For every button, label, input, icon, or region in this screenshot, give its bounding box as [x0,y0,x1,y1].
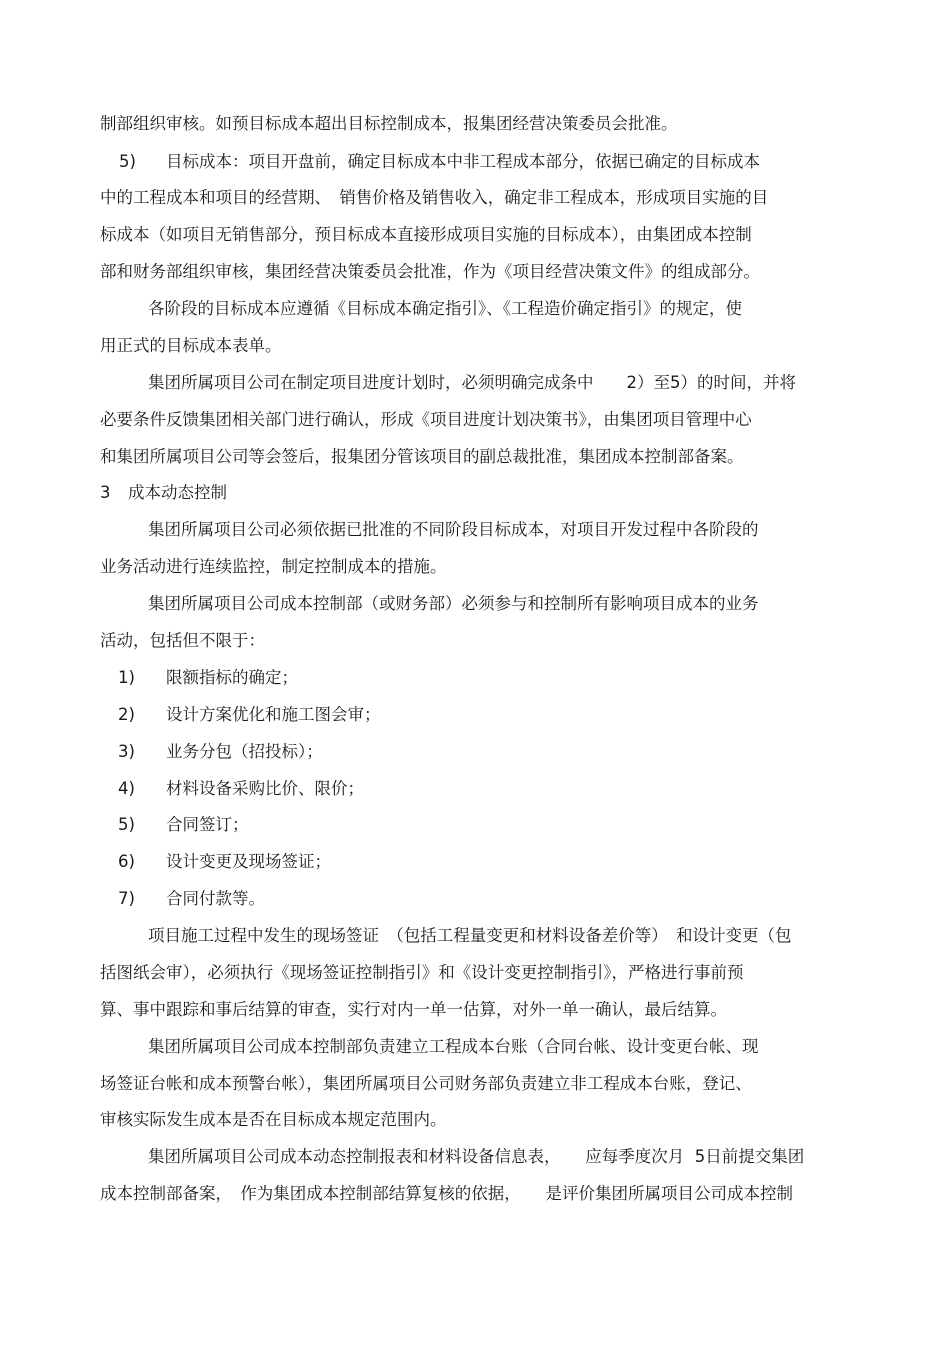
list-number: 6) [118,852,135,871]
list-number: 3) [118,742,135,761]
text-line: 集团所属项目公司在制定项目进度计划时，必须明确完成条中 2）至5）的时间，并将 [148,373,796,392]
text-line: 集团所属项目公司成本控制部（或财务部）必须参与和控制所有影响项目成本的业务 [148,594,759,613]
text-line: 中的工程成本和项目的经营期、 销售价格及销售收入，确定非工程成本，形成项目实施的目 [100,188,769,207]
text-line: 目标成本：项目开盘前，确定目标成本中非工程成本部分，依据已确定的目标成本 [166,152,760,171]
text-line: 集团所属项目公司成本动态控制报表和材料设备信息表， 应每季度次月 5日前提交集团 [148,1147,805,1166]
text-line: 成本控制部备案， 作为集团成本控制部结算复核的依据， 是评价集团所属项目公司成本控制 [100,1184,793,1203]
list-number: 1) [118,668,135,687]
text-line: 活动，包括但不限于： [100,631,265,650]
list-item: 材料设备采购比价、限价； [166,779,364,798]
text-line: 各阶段的目标成本应遵循《目标成本确定指引》、《工程造价确定指引》的规定，使 [148,299,742,318]
text-line: 审核实际发生成本是否在目标成本规定范围内。 [100,1110,447,1129]
list-number: 5) [118,815,135,834]
section-heading: 成本动态控制 [128,483,227,502]
text-line: 和集团所属项目公司等会签后，报集团分管该项目的副总裁批准，集团成本控制部备案。 [100,447,744,466]
text-line: 集团所属项目公司必须依据已批准的不同阶段目标成本，对项目开发过程中各阶段的 [148,520,759,539]
list-item: 合同签订； [166,815,249,834]
text-line: 集团所属项目公司成本控制部负责建立工程成本台账（合同台帐、设计变更台帐、现 [148,1037,759,1056]
list-item: 合同付款等。 [166,889,265,908]
list-item: 限额指标的确定； [166,668,298,687]
text-line: 用正式的目标成本表单。 [100,336,282,355]
text-line: 括图纸会审），必须执行《现场签证控制指引》和《设计变更控制指引》，严格进行事前预 [100,963,744,982]
text-line: 算、事中跟踪和事后结算的审查，实行对内一单一估算，对外一单一确认，最后结算。 [100,1000,727,1019]
text-line: 部和财务部组织审核，集团经营决策委员会批准，作为《项目经营决策文件》的组成部分。 [100,262,760,281]
text-line: 场签证台帐和成本预警台帐），集团所属项目公司财务部负责建立非工程成本台账，登记、 [100,1074,752,1093]
text-line: 项目施工过程中发生的现场签证 （包括工程量变更和材料设备差价等） 和设计变更（包 [148,926,792,945]
list-number: 2) [118,705,135,724]
text-line: 必要条件反馈集团相关部门进行确认，形成《项目进度计划决策书》，由集团项目管理中心 [100,410,752,429]
list-item: 设计变更及现场签证； [166,852,331,871]
list-item: 业务分包（招投标）； [166,742,323,761]
text-line: 制部组织审核。如预目标成本超出目标控制成本，报集团经营决策委员会批准。 [100,114,678,133]
list-number: 5) [119,152,136,171]
text-line: 标成本（如项目无销售部分，预目标成本直接形成项目实施的目标成本），由集团成本控制 [100,225,752,244]
list-number: 7) [118,889,135,908]
list-item: 设计方案优化和施工图会审； [166,705,381,724]
list-number: 4) [118,779,135,798]
section-number: 3 [100,483,111,502]
text-line: 业务活动进行连续监控，制定控制成本的措施。 [100,557,447,576]
